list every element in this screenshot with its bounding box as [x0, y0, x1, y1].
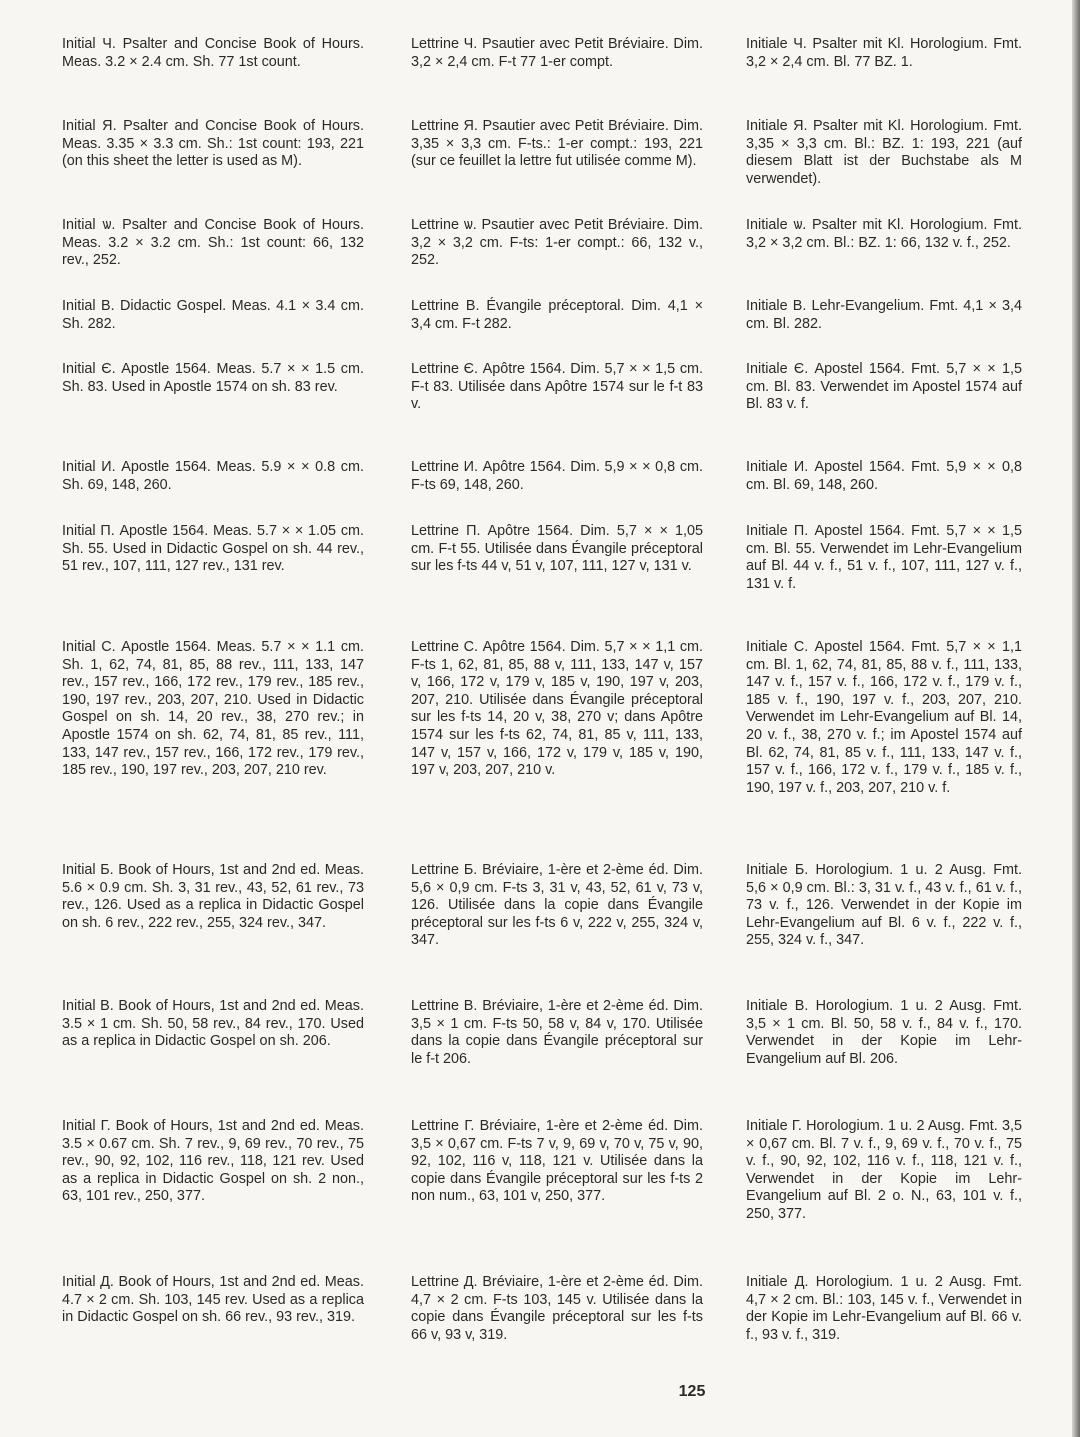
- catalog-entry-de: Initiale Д. Horologium. 1 u. 2 Ausg. Fmt. 4,7 × 2 cm. Bl.: 103, 145 v. f., Verwendet in der Kopie im Lehr-Evangelium auf Bl. 66 v. f., 93 v. f., 319.: [746, 1274, 1022, 1343]
- catalog-entry-de: Initiale П. Apostel 1564. Fmt. 5,7 × × 1,5 cm. Bl. 55. Verwendet im Lehr-Evangelium auf Bl. 44 v. f., 51 v. f., 107, 111, 127 v. f., 131 v. f.: [746, 523, 1022, 592]
- catalog-entry-fr: Lettrine Ч. Psautier avec Petit Bréviaire. Dim. 3,2 × 2,4 cm. F-t 77 1-er compt.: [411, 36, 703, 70]
- catalog-entry-de: Initiale Є. Apostel 1564. Fmt. 5,7 × × 1,5 cm. Bl. 83. Verwendet im Apostel 1574 auf Bl. 83 v. f.: [746, 361, 1022, 413]
- catalog-entry-en: Initial ѡ. Psalter and Concise Book of Hours. Meas. 3.2 × 3.2 cm. Sh.: 1st count: 66, 132 rev., 252.: [62, 217, 364, 269]
- catalog-entry-en: Initial В. Book of Hours, 1st and 2nd ed. Meas. 3.5 × 1 cm. Sh. 50, 58 rev., 84 rev., 170. Used as a replica in Didactic Gospel on sh. 206.: [62, 998, 364, 1050]
- catalog-entry-en: Initial Д. Book of Hours, 1st and 2nd ed. Meas. 4.7 × 2 cm. Sh. 103, 145 rev. Used as a replica in Didactic Gospel on sh. 66 rev., 93 rev., 319.: [62, 1274, 364, 1326]
- catalog-entry-en: Initial Г. Book of Hours, 1st and 2nd ed. Meas. 3.5 × 0.67 cm. Sh. 7 rev., 9, 69 rev., 70 rev., 75 rev., 90, 92, 102, 116 rev., 118, 121 rev. Used as a replica in Didactic Gospel on sh. 2 non., 63, 101 rev., 250, 377.: [62, 1118, 364, 1205]
- catalog-entry-fr: Lettrine Я. Psautier avec Petit Bréviaire. Dim. 3,35 × 3,3 cm. F-ts.: 1-er compt.: 193, 221 (sur ce feuillet la lettre fut utilisée comme M).: [411, 118, 703, 170]
- catalog-entry-en: Initial В. Didactic Gospel. Meas. 4.1 × 3.4 cm. Sh. 282.: [62, 298, 364, 332]
- catalog-entry-fr: Lettrine В. Bréviaire, 1-ère et 2-ème éd. Dim. 3,5 × 1 cm. F-ts 50, 58 v, 84 v, 170. Utilisée dans la copie dans Évangile préceptoral sur le f-t 206.: [411, 998, 703, 1067]
- catalog-entry-de: Initiale И. Apostel 1564. Fmt. 5,9 × × 0,8 cm. Bl. 69, 148, 260.: [746, 459, 1022, 493]
- catalog-entry-fr: Lettrine П. Apôtre 1564. Dim. 5,7 × × 1,05 cm. F-t 55. Utilisée dans Évangile préceptoral sur les f-ts 44 v, 51 v, 107, 111, 127 v, 131 v.: [411, 523, 703, 575]
- catalog-entry-de: Initiale Г. Horologium. 1 u. 2 Ausg. Fmt. 3,5 × 0,67 cm. Bl. 7 v. f., 9, 69 v. f., 70 v. f., 75 v. f., 90, 92, 102, 116 v. f., 118, 121 v. f., Verwendet in der Kopie im Lehr-Evangelium auf Bl. 2 o. N., 63, 101 v. f., 250, 377.: [746, 1118, 1022, 1222]
- catalog-entry-fr: Lettrine С. Apôtre 1564. Dim. 5,7 × × 1,1 cm. F-ts 1, 62, 81, 85, 88 v, 111, 133, 147 v, 157 v, 166, 172 v, 179 v, 185 v, 190, 197 v, 203, 207, 210. Utilisée dans Évangile préceptoral sur les f-ts 14, 20 v, 38, 270 v; dans Apôtre 1574 sur les f-ts 62, 74, 81, 85 v, 111, 133, 147 v, 157 v, 166, 172 v, 179 v, 185 v, 190, 197 v, 203, 207, 210 v.: [411, 639, 703, 779]
- catalog-entry-fr: Lettrine Є. Apôtre 1564. Dim. 5,7 × × 1,5 cm. F-t 83. Utilisée dans Apôtre 1574 sur le f-t 83 v.: [411, 361, 703, 413]
- catalog-entry-fr: Lettrine В. Évangile préceptoral. Dim. 4,1 × 3,4 cm. F-t 282.: [411, 298, 703, 332]
- catalog-entry-de: Initiale ѡ. Psalter mit Kl. Horologium. Fmt. 3,2 × 3,2 cm. Bl.: BZ. 1: 66, 132 v. f., 252.: [746, 217, 1022, 251]
- catalog-entry-en: Initial Б. Book of Hours, 1st and 2nd ed. Meas. 5.6 × 0.9 cm. Sh. 3, 31 rev., 43, 52, 61 rev., 73 rev., 126. Used as a replica in Didactic Gospel on sh. 6 rev., 222 rev., 255, 324 rev., 347.: [62, 862, 364, 931]
- catalog-entry-en: Initial Є. Apostle 1564. Meas. 5.7 × × 1.5 cm. Sh. 83. Used in Apostle 1574 on sh. 83 rev.: [62, 361, 364, 395]
- catalog-entry-de: Initiale Б. Horologium. 1 u. 2 Ausg. Fmt. 5,6 × 0,9 cm. Bl.: 3, 31 v. f., 43 v. f., 61 v. f., 73 v. f., 126. Verwendet in der Kopie im Lehr-Evangelium auf Bl. 6 v. f., 222 v. f., 255, 324 v. f., 347.: [746, 862, 1022, 949]
- catalog-entry-de: Initiale В. Lehr-Evangelium. Fmt. 4,1 × 3,4 cm. Bl. 282.: [746, 298, 1022, 332]
- catalog-entry-fr: Lettrine Б. Bréviaire, 1-ère et 2-ème éd. Dim. 5,6 × 0,9 cm. F-ts 3, 31 v, 43, 52, 61 v, 73 v, 126. Utilisée dans la copie dans Évangile préceptoral sur les f-ts 6 v, 222 v, 255, 324 v, 347.: [411, 862, 703, 949]
- catalog-entry-fr: Lettrine Г. Bréviaire, 1-ère et 2-ème éd. Dim. 3,5 × 0,67 cm. F-ts 7 v, 9, 69 v, 70 v, 75 v, 90, 92, 102, 116 v, 118, 121 v. Utilisée dans la copie dans Évangile préceptoral sur les f-ts 2 non num., 63, 101 v, 250, 377.: [411, 1118, 703, 1205]
- catalog-entry-fr: Lettrine ѡ. Psautier avec Petit Bréviaire. Dim. 3,2 × 3,2 cm. F-ts: 1-er compt.: 66, 132 v., 252.: [411, 217, 703, 269]
- catalog-entry-en: Initial Ч. Psalter and Concise Book of Hours. Meas. 3.2 × 2.4 cm. Sh. 77 1st count.: [62, 36, 364, 70]
- catalog-entry-de: Initiale С. Apostel 1564. Fmt. 5,7 × × 1,1 cm. Bl. 1, 62, 74, 81, 85, 88 v. f., 111, 133, 147 v. f., 157 v. f., 166, 172 v. f., 179 v. f., 185 v. f., 190, 197 v. f., 203, 207, 210. Verwendet im Lehr-Evangelium auf Bl. 14, 20 v. f., 38, 270 v. f.; im Apostel 1574 auf Bl. 62, 74, 81, 85 v. f., 111, 133, 147 v. f., 157 v. f., 166, 172 v. f., 179 v. f., 185 v. f., 190, 197 v. f., 203, 207, 210 v. f.: [746, 639, 1022, 796]
- catalog-entry-de: Initiale Ч. Psalter mit Kl. Horologium. Fmt. 3,2 × 2,4 cm. Bl. 77 BZ. 1.: [746, 36, 1022, 70]
- catalog-entry-fr: Lettrine Д. Bréviaire, 1-ère et 2-ème éd. Dim. 4,7 × 2 cm. F-ts 103, 145 v. Utilisée dans la copie dans Évangile préceptoral sur les f-ts 66 v, 93 v, 319.: [411, 1274, 703, 1343]
- catalog-entry-de: Initiale Я. Psalter mit Kl. Horologium. Fmt. 3,35 × 3,3 cm. Bl.: BZ. 1: 193, 221 (auf diesem Blatt ist der Buchstabe als M verwendet).: [746, 118, 1022, 187]
- catalog-entry-de: Initiale В. Horologium. 1 u. 2 Ausg. Fmt. 3,5 × 1 cm. Bl. 50, 58 v. f., 84 v. f., 170. Verwendet in der Kopie im Lehr-Evangelium auf Bl. 206.: [746, 998, 1022, 1067]
- catalog-entry-en: Initial С. Apostle 1564. Meas. 5.7 × × 1.1 cm. Sh. 1, 62, 74, 81, 85, 88 rev., 111, 133, 147 rev., 157 rev., 166, 172 rev., 179 rev., 185 rev., 190, 197 rev., 203, 207, 210. Used in Didactic Gospel on sh. 14, 20 rev., 38, 270 rev.; in Apostle 1574 on sh. 62, 74, 81, 85 rev., 111, 133, 147 rev., 157 rev., 166, 172 rev., 179 rev., 185 rev., 190, 197 rev., 203, 207, 210 rev.: [62, 639, 364, 779]
- catalog-entry-en: Initial Я. Psalter and Concise Book of Hours. Meas. 3.35 × 3.3 cm. Sh.: 1st count: 193, 221 (on this sheet the letter is used as M).: [62, 118, 364, 170]
- catalog-entry-fr: Lettrine И. Apôtre 1564. Dim. 5,9 × × 0,8 cm. F-ts 69, 148, 260.: [411, 459, 703, 493]
- page-edge-shadow: [1072, 0, 1080, 1437]
- page-number: 125: [678, 1383, 706, 1400]
- catalog-entry-en: Initial П. Apostle 1564. Meas. 5.7 × × 1.05 cm. Sh. 55. Used in Didactic Gospel on sh. 44 rev., 51 rev., 107, 111, 127 rev., 131 rev.: [62, 523, 364, 575]
- catalog-entry-en: Initial И. Apostle 1564. Meas. 5.9 × × 0.8 cm. Sh. 69, 148, 260.: [62, 459, 364, 493]
